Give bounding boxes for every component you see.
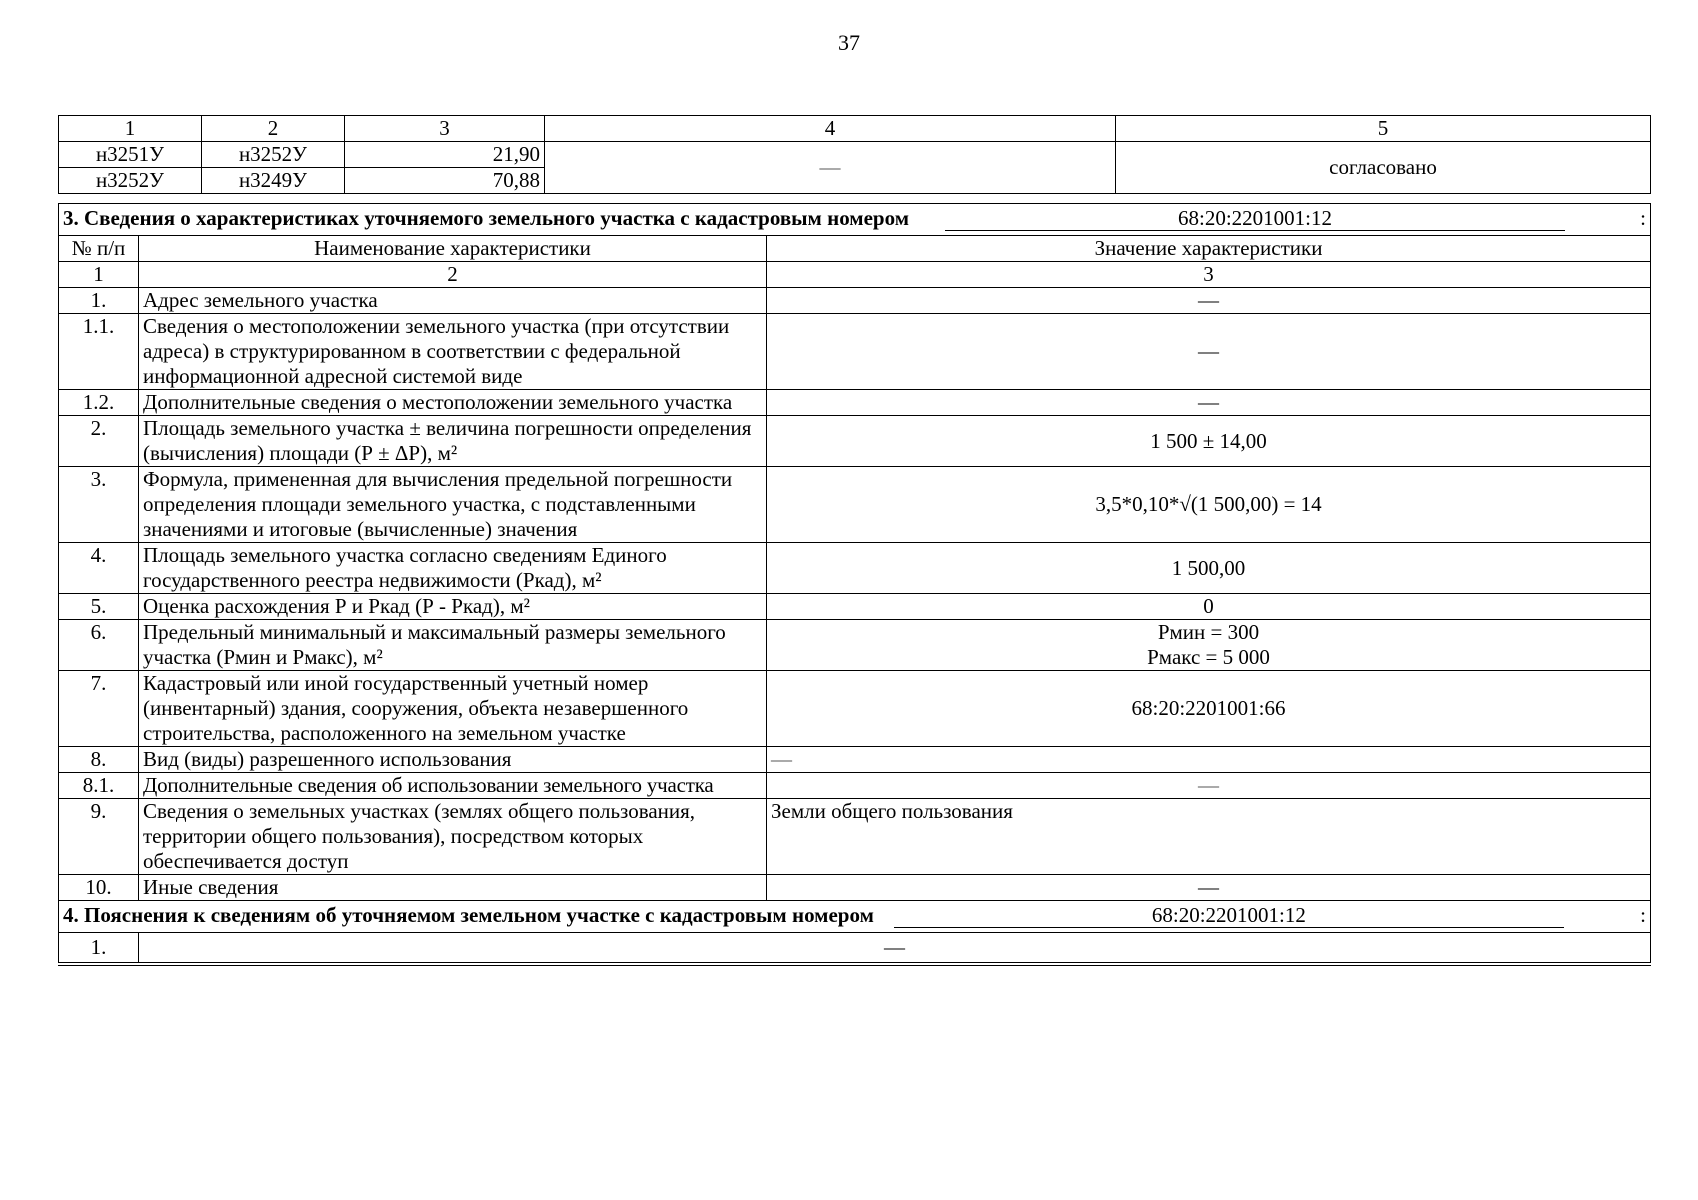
row-value: 1 500,00 — [767, 543, 1651, 594]
section4-colon: : — [1640, 903, 1646, 927]
table-header-row — [59, 116, 1651, 142]
section4-cadastral-number: 68:20:2201001:12 — [894, 903, 1564, 928]
row-value: 3,5*0,10*√(1 500,00) = 14 — [767, 467, 1651, 543]
column-number: 2 — [139, 262, 767, 288]
table-row — [59, 594, 1651, 620]
row-num: 1.2. — [59, 390, 139, 416]
row-name: Дополнительные сведения о местоположении земельного участка — [139, 390, 767, 416]
column-number: 4 — [545, 116, 1116, 142]
characteristics-table — [58, 203, 1651, 966]
row-name: Сведения о земельных участках (землях общего пользования, территории общего пользования), посредством которых обеспечивается доступ — [139, 799, 767, 875]
row-value: 1 500 ± 14,00 — [767, 416, 1651, 467]
row-name: Формула, примененная для вычисления предельной погрешности определения площади земельного участка, с подставленными значениями и итоговые (вычисленные) значения — [139, 467, 767, 543]
min-size-value: Рмин = 300 — [1157, 620, 1260, 644]
section4-header — [59, 901, 1651, 933]
table-header-row — [59, 236, 1651, 262]
table-row — [59, 142, 1651, 168]
section3-title: 3. Сведения о характеристиках уточняемого земельного участка с кадастровым номером — [63, 206, 910, 230]
table-row — [59, 747, 1651, 773]
row-value: — — [767, 314, 1651, 390]
row-name: Оценка расхождения Р и Ркад (Р - Ркад), м² — [139, 594, 767, 620]
column-number: 3 — [767, 262, 1651, 288]
agreement-status: согласовано — [1116, 142, 1651, 194]
row-num: 8.1. — [59, 773, 139, 799]
section4-title: 4. Пояснения к сведениям об уточняемом земельном участке с кадастровым номером — [63, 903, 874, 927]
column-number: 5 — [1116, 116, 1651, 142]
table-row — [59, 467, 1651, 543]
table-row — [59, 671, 1651, 747]
row-value: — — [767, 773, 1651, 799]
table-row — [59, 875, 1651, 901]
row-num: 5. — [59, 594, 139, 620]
row-num: 3. — [59, 467, 139, 543]
row-value — [767, 620, 1651, 671]
row-name: Кадастровый или иной государственный учетный номер (инвентарный) здания, сооружения, объекта незавершенного строительства, расположенного на земельном участке — [139, 671, 767, 747]
row-num: 9. — [59, 799, 139, 875]
table-row — [59, 933, 1651, 965]
table-row — [59, 799, 1651, 875]
column-number: 1 — [59, 262, 139, 288]
section3-colon: : — [1640, 206, 1646, 230]
point-from: н3252У — [59, 168, 202, 194]
table-header-numbers — [59, 262, 1651, 288]
section3-header — [59, 204, 1651, 236]
row-name: Предельный минимальный и максимальный размеры земельного участка (Рмин и Рмакс), м² — [139, 620, 767, 671]
row-num: 1. — [59, 288, 139, 314]
row-name: Адрес земельного участка — [139, 288, 767, 314]
row-value: — — [767, 875, 1651, 901]
row-name: Дополнительные сведения об использовании земельного участка — [139, 773, 767, 799]
table-row — [59, 620, 1651, 671]
page-number: 37 — [838, 30, 860, 55]
column-number: 3 — [345, 116, 545, 142]
table-row — [59, 543, 1651, 594]
row-num: 4. — [59, 543, 139, 594]
row-num: 1. — [59, 933, 139, 965]
row-value: 68:20:2201001:66 — [767, 671, 1651, 747]
row-value: — — [139, 933, 1651, 965]
table-row — [59, 390, 1651, 416]
row-num: 7. — [59, 671, 139, 747]
row-value: 0 — [767, 594, 1651, 620]
row-num: 2. — [59, 416, 139, 467]
row-name: Иные сведения — [139, 875, 767, 901]
row-num: 1.1. — [59, 314, 139, 390]
point-to: н3252У — [202, 142, 345, 168]
row-value: — — [767, 747, 1651, 773]
segment-length: 70,88 — [345, 168, 545, 194]
table-row — [59, 288, 1651, 314]
row-name: Вид (виды) разрешенного использования — [139, 747, 767, 773]
header-value: Значение характеристики — [767, 236, 1651, 262]
row-num: 10. — [59, 875, 139, 901]
point-to: н3249У — [202, 168, 345, 194]
row-value: — — [767, 288, 1651, 314]
row-num: 6. — [59, 620, 139, 671]
header-name: Наименование характеристики — [139, 236, 767, 262]
section3-cadastral-number: 68:20:2201001:12 — [945, 206, 1565, 231]
row-name: Площадь земельного участка согласно сведениям Единого государственного реестра недвижимости (Ркад), м² — [139, 543, 767, 594]
column-number: 1 — [59, 116, 202, 142]
point-from: н3251У — [59, 142, 202, 168]
row-value: Земли общего пользования — [767, 799, 1651, 875]
row-num: 8. — [59, 747, 139, 773]
max-size-value: Рмакс = 5 000 — [1147, 645, 1270, 669]
header-num: № п/п — [59, 236, 139, 262]
row-value: — — [767, 390, 1651, 416]
column-number: 2 — [202, 116, 345, 142]
table-row — [59, 314, 1651, 390]
segment-length: 21,90 — [345, 142, 545, 168]
row-name: Сведения о местоположении земельного участка (при отсутствии адреса) в структурированном в соответствии с федеральной информационной адресной системой виде — [139, 314, 767, 390]
boundary-table — [58, 115, 1651, 194]
row-name: Площадь земельного участка ± величина погрешности определения (вычисления) площади (Р ± ΔР), м² — [139, 416, 767, 467]
table-row — [59, 416, 1651, 467]
table-row — [59, 773, 1651, 799]
col4-value: — — [545, 142, 1116, 194]
